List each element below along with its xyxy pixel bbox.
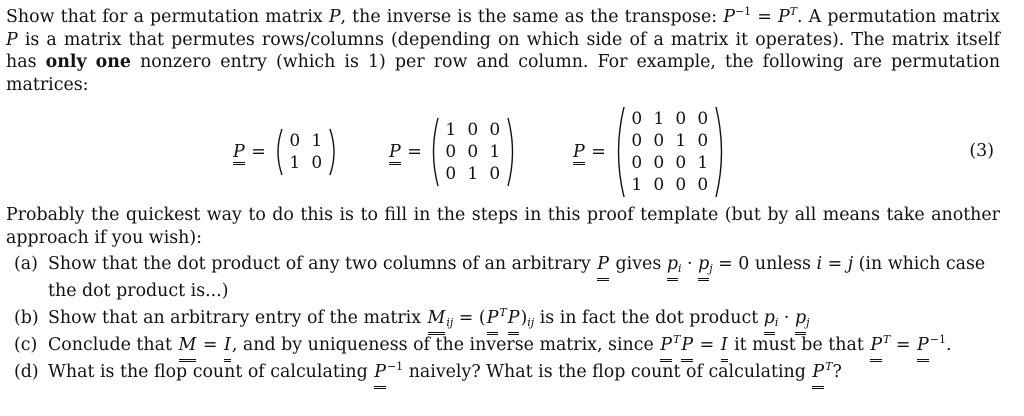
intro-text: is a matrix that permutes rows/columns (depending on which side of a matrix it operates). The matrix itself has [6,29,1000,72]
matrix-entry: 0 [467,142,479,162]
intro-text: Show that for a permutation matrix [6,7,323,27]
list-item: (d) What is the flop count of calculating $P^{-1}$ naively? What is the flop count of calculating $P^T$? [6,359,1000,386]
emphasis-text: one [95,52,131,72]
matrix-row [440,119,506,141]
list-item: (c) Conclude that M = I, and by uniqueness of the inverse matrix, since $P^TP = I$ it must be that $P^T = P^{-1}$. [6,332,1000,359]
matrix-entry: 0 [631,109,643,129]
matrix-equation [6,102,1000,202]
emphasis-text: only [45,52,87,72]
matrix-entry: 1 [289,153,301,173]
item-label: (c) [14,335,38,355]
matrix-row [440,141,506,163]
intro-text: nonzero entry (which is 1) per row and column. For example, the following are permutation matrices: [6,52,1001,95]
matrix-entry: 0 [675,109,687,129]
matrix-entry: 0 [653,175,665,195]
matrix-entry: 1 [489,142,501,162]
matrix-entry: 1 [697,153,709,173]
matrix-row [626,130,714,152]
intro-text: A permutation matrix [808,7,1000,27]
intro-text: , the inverse is the same as the transpose: [340,7,718,27]
matrix-row [626,174,714,196]
matrix-entry: 1 [653,109,665,129]
question-list [6,251,1000,386]
matrix-entry: 0 [445,164,457,184]
matrix-row [284,152,328,174]
matrix-entry: 0 [467,120,479,140]
proof-template-paragraph: Probably the quickest way to do this is to fill in the steps in this proof template (but by all means take another approach if you wish): [6,205,1000,248]
matrix-entry: 1 [445,120,457,140]
matrix-entry: 1 [631,175,643,195]
matrix-entry: 0 [445,142,457,162]
matrix-entry: 0 [631,131,643,151]
matrix-2x2: P = 0 1 1 0 [232,102,340,202]
matrix-entry: 1 [675,131,687,151]
matrix-entry: 0 [289,131,301,151]
matrix-entry: 0 [311,153,323,173]
item-label: (b) [14,308,39,328]
matrix-row [626,108,714,130]
matrix-entry: 0 [653,153,665,173]
list-item: (b) Show that an arbitrary entry of the matrix $M_{ij} = (P^TP)_{ij}$ is in fact the dot product $p_i \cdot p_j$ [6,305,1000,332]
matrix-entry: 0 [697,131,709,151]
matrix-4x4: P = 0 1 0 0 0 0 1 0 0 0 0 1 1 0 0 0 [572,102,728,202]
list-item: (a) Show that the dot product of any two columns of an arbitrary P gives $p_i \cdot p_j = 0$ unless i = j (in which case the dot product is...) [6,251,1000,305]
matrix-entry: 0 [489,164,501,184]
matrix-row [284,130,328,152]
matrix-entry: 0 [675,153,687,173]
equation-number: (3) [969,141,994,161]
matrix-entry: 0 [653,131,665,151]
matrix-entry: 1 [467,164,479,184]
matrix-row [440,163,506,185]
item-label: (a) [14,254,38,274]
matrix-entry: 0 [697,109,709,129]
matrix-entry: 0 [489,120,501,140]
matrix-entry: 0 [675,175,687,195]
matrix-entry: 1 [311,131,323,151]
intro-paragraph: Show that for a permutation matrix P, the inverse is the same as the transpose: $P^{-1} = P^T$. A permutation matrix P is a matrix that permutes rows/columns (depending on which side of a matrix it operates). The matrix itself has only one nonzero entry (which is 1) per row and column. For example, the following are permutation matrices: [6,5,1001,95]
matrix-3x3: P = 1 0 0 0 0 1 0 1 0 [388,102,518,202]
document-page [6,6,1000,386]
matrix-entry: 0 [631,153,643,173]
matrix-entry: 0 [697,175,709,195]
matrix-row [626,152,714,174]
item-label: (d) [14,362,39,382]
